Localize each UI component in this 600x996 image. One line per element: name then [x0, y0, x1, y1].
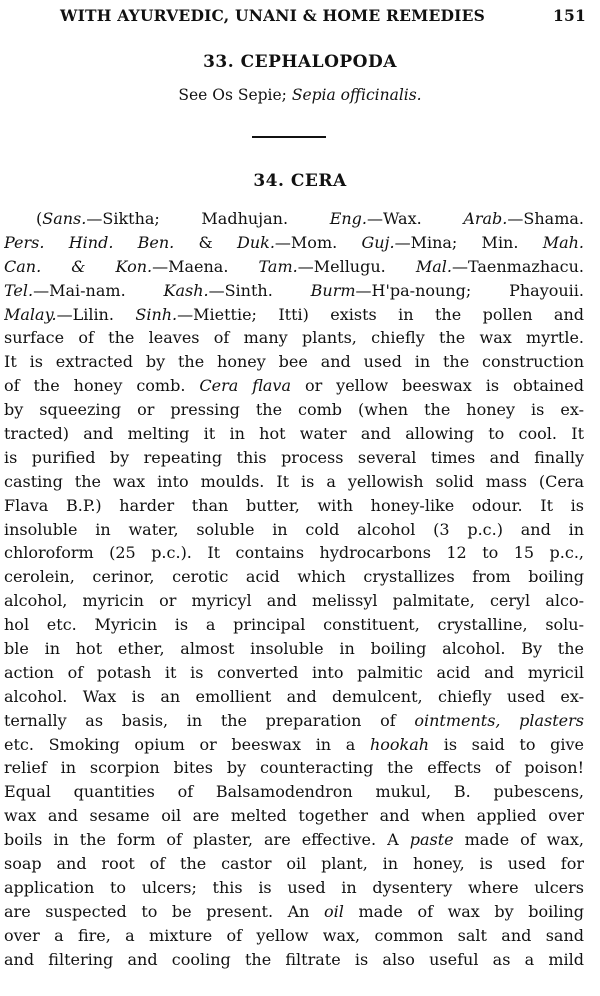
- body-line: etc. Smoking opium or beeswax in a hookah is said to give: [4, 734, 584, 754]
- body-line: Flava B.P.) harder than butter, with honey-like odour. It is: [4, 495, 584, 515]
- body-line: Can. & Kon.—Maena. Tam.—Mellugu. Mal.—Taenmazhacu.: [4, 256, 584, 276]
- body-line: over a fire, a mixture of yellow wax, common salt and sand: [4, 925, 584, 945]
- page-number: 151: [553, 6, 586, 25]
- body-line: Equal quantities of Balsamodendron mukul, B. pubescens,: [4, 782, 584, 802]
- body-line: chloroform (25 p.c.). It contains hydrocarbons 12 to 15 p.c.,: [4, 543, 584, 563]
- body-line: casting the wax into moulds. It is a yellowish solid mass (Cera: [4, 471, 584, 491]
- see-also-latin-name: Sepia officinalis.: [291, 86, 422, 104]
- section-divider: [252, 136, 326, 138]
- body-line: alcohol. Wax is an emollient and demulcent, chiefly used ex-: [4, 686, 584, 706]
- running-head-title: WITH AYURVEDIC, UNANI & HOME REMEDIES: [60, 6, 485, 25]
- body-line: Malay.—Lilin. Sinh.—Miettie; Itti) exists in the pollen and: [4, 304, 584, 324]
- body-line: ble in hot ether, almost insoluble in boiling alcohol. By the: [4, 639, 584, 659]
- body-line: boils in the form of plaster, are effective. A paste made of wax,: [4, 830, 584, 850]
- body-line: wax and sesame oil are melted together and when applied over: [4, 806, 584, 826]
- body-line: is purified by repeating this process several times and finally: [4, 447, 584, 467]
- body-line: (Sans.—Siktha; Madhujan. Eng.—Wax. Arab.—Shama.: [36, 209, 584, 228]
- running-head: [60, 6, 586, 25]
- body-line: and filtering and cooling the filtrate is also useful as a mild: [4, 949, 584, 969]
- see-also-line: [0, 86, 600, 104]
- section-34-body: [4, 207, 584, 972]
- see-also-prefix: See Os Sepie;: [178, 86, 292, 104]
- body-line: by squeezing or pressing the comb (when the honey is ex-: [4, 400, 584, 420]
- section-34-title: 34. CERA: [253, 171, 347, 191]
- body-line: tracted) and melting it in hot water and allowing to cool. It: [4, 424, 584, 444]
- body-line: surface of the leaves of many plants, chiefly the wax myrtle.: [4, 328, 584, 348]
- body-line: relief in scorpion bites by counteracting the effects of poison!: [4, 758, 584, 778]
- body-line: ternally as basis, in the preparation of ointments, plasters: [4, 710, 584, 730]
- body-line: hol etc. Myricin is a principal constituent, crystalline, solu-: [4, 615, 584, 635]
- body-line: insoluble in water, soluble in cold alcohol (3 p.c.) and in: [4, 519, 584, 539]
- section-34: [0, 171, 600, 191]
- body-line: Tel.—Mai-nam. Kash.—Sinth. Burm—H'pa-noung; Phayouii.: [4, 280, 584, 300]
- section-33: [0, 52, 600, 104]
- body-line: action of potash it is converted into palmitic acid and myricil: [4, 662, 584, 682]
- body-line: of the honey comb. Cera flava or yellow beeswax is obtained: [4, 376, 584, 396]
- body-line: are suspected to be present. An oil made of wax by boiling: [4, 901, 584, 921]
- body-line: It is extracted by the honey bee and used in the construction: [4, 352, 584, 372]
- body-line: Pers. Hind. Ben. & Duk.—Mom. Guj.—Mina; Min. Mah.: [4, 232, 584, 252]
- body-line: soap and root of the castor oil plant, in honey, is used for: [4, 854, 584, 874]
- section-33-title: 33. CEPHALOPODA: [203, 52, 397, 72]
- body-line: alcohol, myricin or myricyl and melissyl palmitate, ceryl alco-: [4, 591, 584, 611]
- body-line: application to ulcers; this is used in dysentery where ulcers: [4, 877, 584, 897]
- body-line: cerolein, cerinor, cerotic acid which crystallizes from boiling: [4, 567, 584, 587]
